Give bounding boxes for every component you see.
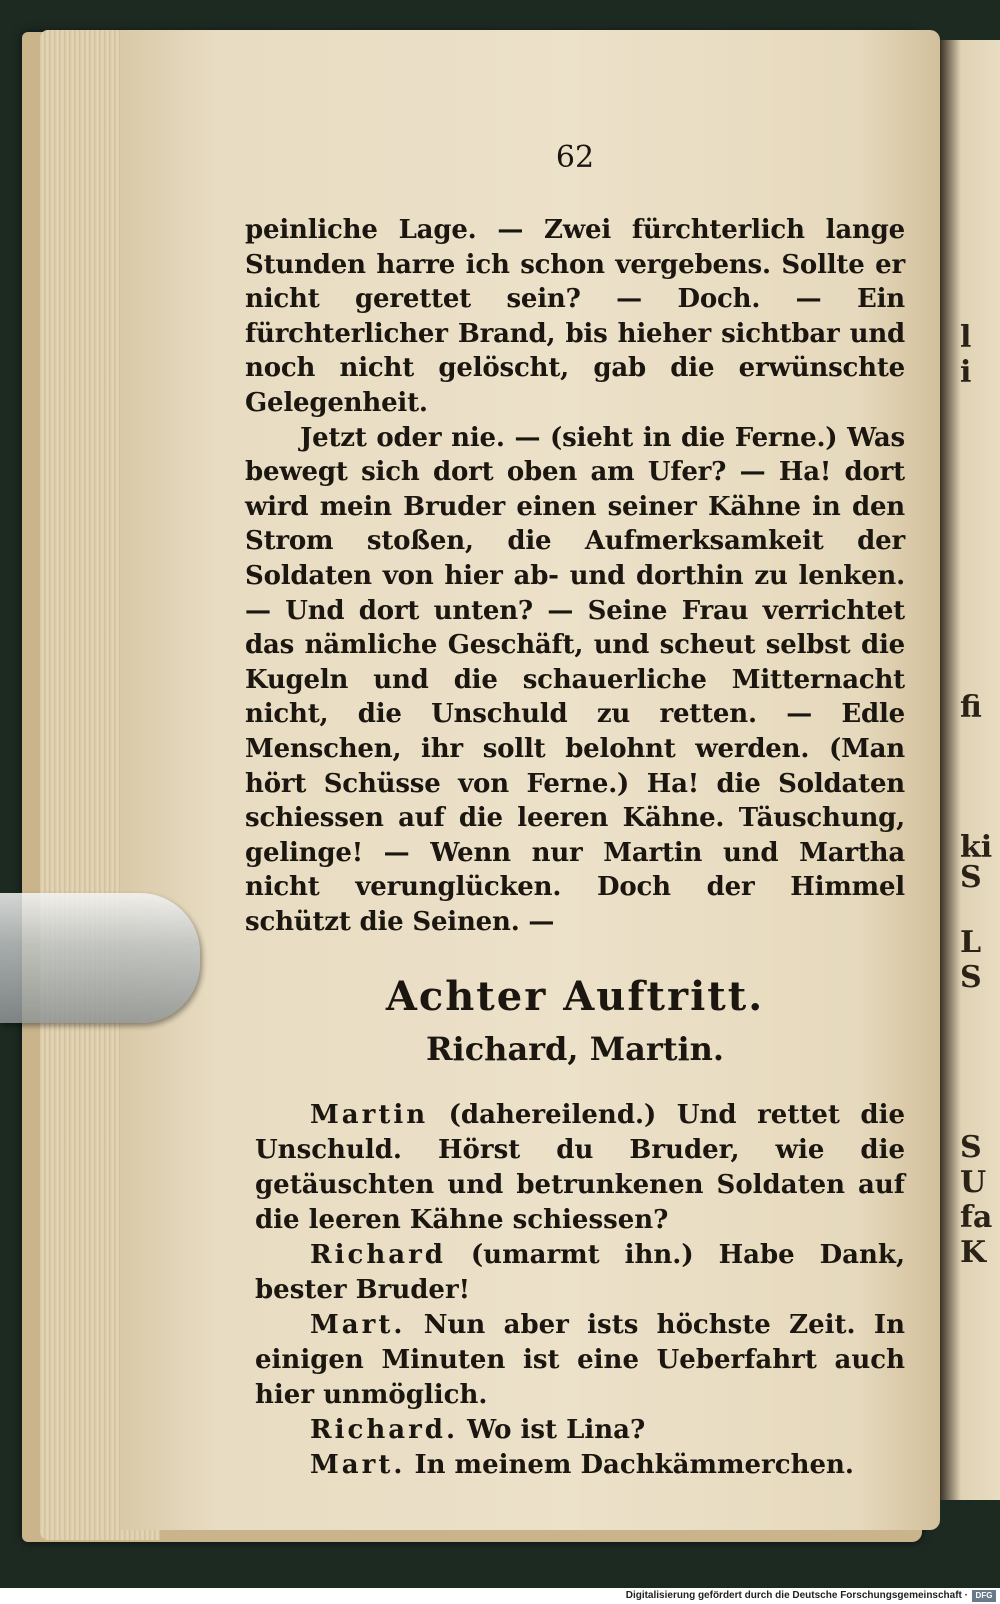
page-holder-clip [0,893,200,1023]
page-content [245,140,905,1483]
dialogue-line [245,1308,905,1413]
speaker-name: Richard [310,1240,446,1271]
fragment: S [960,960,982,995]
facing-page-fragments [960,300,1000,1300]
dialogue-line [245,1413,905,1448]
fragment: i [960,355,972,390]
dialogue-text: (umarmt ihn.) Habe Dank, bester Bruder! [255,1240,905,1306]
footer-bar [0,1588,1000,1604]
fragment: U [960,1165,987,1200]
dialogue-text: In meinem Dachkämmerchen. [405,1450,854,1481]
dialogue-text: (dahereilend.) Und rettet die Unschuld. Hörst du Bruder, wie die getäuschten und betrunkenen Soldaten auf die leeren Kähne schiessen? [255,1100,905,1236]
paragraph: Jetzt oder nie. — (sieht in die Ferne.) Was bewegt sich dort oben am Ufer? — Ha! dort wird mein Bruder einen seiner Kähne in den Strom stoßen, die Aufmerksamkeit der Soldaten von hier ab- und dorthin zu lenken. — Und dort unten? — Seine Frau verrichtet das nämliche Geschäft, und scheut selbst die Kugeln und die schauerliche Mitternacht nicht, die Unschuld zu retten. — Edle Menschen, ihr sollt belohnt werden. (Man hört Schüsse von Ferne.) Ha! die Soldaten schiessen auf die leeren Kähne. Täuschung, gelinge! — Wenn nur Martin und Martha nicht verunglücken. Doch der Himmel schützt die Seinen. — [245,422,905,937]
speaker-name: Richard. [310,1415,458,1446]
speaker-name: Mart. [310,1310,406,1341]
dialogue-text: Nun aber ists höchste Zeit. In einigen Minuten ist eine Ueberfahrt auch hier unmöglich. [255,1310,905,1411]
scene-heading: Achter Auftritt. [385,973,765,1021]
scene-characters: Richard, Martin. [425,1030,725,1069]
footer-credit: Digitalisierung gefördert durch die Deutsche Forschungsgemeinschaft · [625,1590,968,1601]
fragment: S [960,1130,982,1165]
speaker-name: Martin [310,1100,429,1131]
dialogue-line [245,1238,905,1308]
fragment: K [960,1235,987,1270]
dialogue-line [245,1098,905,1238]
fragment: S [960,860,982,895]
fragment: ki [960,830,993,865]
speaker-name: Mart. [310,1450,406,1481]
dialogue-text: Wo ist Lina? [458,1415,646,1446]
fragment: l [960,320,972,355]
dfg-logo-icon: DFG [972,1590,996,1602]
fragment: fi [960,690,982,725]
fragment: fa [960,1200,993,1235]
fragment: L [960,925,982,960]
dialogue-line [245,1448,905,1483]
page-number: 62 [555,140,595,175]
paragraph: peinliche Lage. — Zwei fürchterlich lange Stunden harre ich schon vergebens. Sollte er nicht gerettet sein? — Doch. — Ein fürchterlicher Brand, bis hieher sichtbar und noch nicht gelöscht, gab die erwünschte Gelegenheit. [245,215,905,418]
